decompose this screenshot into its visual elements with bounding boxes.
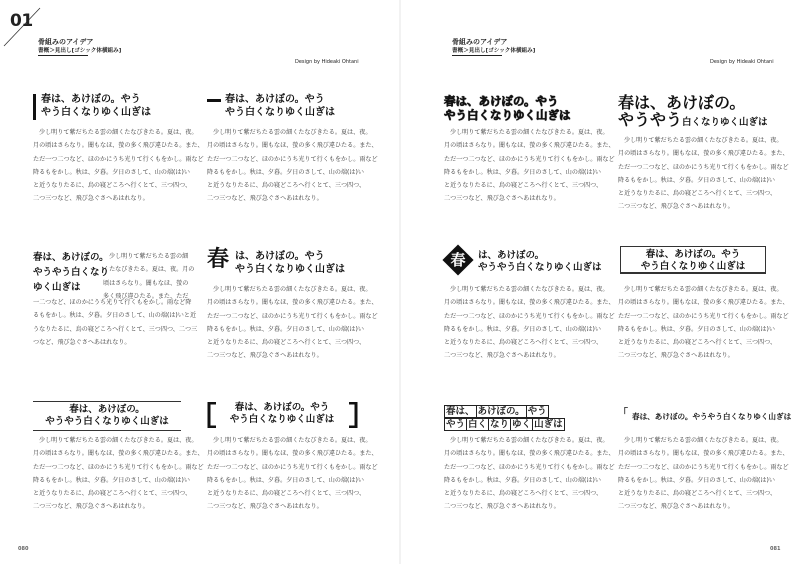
side-text: 少し明りて紫だちたる雲の細 くたなびきたる。夏は、夜。月の 頃はさらなり。闇もなほ、螢の 多く飛び違ひたる。また、ただ bbox=[103, 253, 195, 300]
right-page-title: 骨組みのアイデア bbox=[452, 38, 508, 46]
heading-3-outlined: 春は、あけぼの。やう やう白くなりゆく山ぎは bbox=[444, 94, 571, 123]
left-page-title: 骨組みのアイデア bbox=[38, 38, 94, 46]
heading-6: は、あけぼの。やう やう白くなりゆく山ぎは bbox=[235, 251, 345, 275]
heading-12: 春は、あけぼの。やうやう白くなりゆく山ぎは bbox=[632, 412, 792, 421]
body-text-6: 少し明りて紫だちたる雲の細くたなびきたる。夏は、夜。 月の頃はさらなり。闇もなほ、螢の多く飛び違ひたる。また、 ただ一つ二つなど、ほのかにうち光りて行くもをかし。雨など 降るもをかし。秋は、夕暮。夕日のさして、山の端(は)い と近うなりたるに、烏の寝どころへ行くとて、三つ四つ、 二つ三つなど、飛び急ぐさへあはれなり。 bbox=[207, 437, 378, 511]
heading-dash bbox=[207, 99, 221, 102]
body-text-5: 少し明りて紫だちたる雲の細くたなびきたる。夏は、夜。 月の頃はさらなり。闇もなほ、螢の多く飛び違ひたる。また、 ただ一つ二つなど、ほのかにうち光りて行くもをかし。雨など 降るもをかし。秋は、夕暮。夕日のさして、山の端(は)い と近うなりたるに、烏の寝どころへ行くとて、三つ四つ、 二つ三つなど、飛び急ぐさへあはれなり。 bbox=[33, 437, 204, 511]
chapter-number: 01 bbox=[10, 11, 33, 31]
body-text-3: 一二つなど、ほのかにうち光りて行くもをかし。雨など降 るもをかし。秋は、夕暮。夕日のさして、山の端(は)いと近 うなりたるに、烏の寝どころへ行くとて、三つ四つ、二つ三 つなど、飛び急ぐさへあはれなり。 bbox=[33, 299, 198, 346]
heading-7-initial: 春 bbox=[450, 251, 466, 269]
heading-bottom-rule bbox=[33, 430, 181, 431]
body-text-10: 少し明りて紫だちたる雲の細くたなびきたる。夏は、夜。 月の頃はさらなり。闇もなほ、螢の多く飛び違ひたる。また、 ただ一つ二つなど、ほのかにうち光りて行くもをかし。雨など 降るもをかし。秋は、夕暮。夕日のさして、山の端(は)い と近うなりたるに、烏の寝どころへ行くとて、三つ四つ、 二つ三つなど、飛び急ぐさへあはれなり。 bbox=[618, 286, 789, 360]
heading-8: 春は、あけぼの。やう やう白くなりゆく山ぎは bbox=[640, 249, 746, 272]
left-page-number: 080 bbox=[18, 546, 29, 552]
heading-4: 春は、あけぼの。 やうやう白くなりゆく山ぎは bbox=[618, 93, 768, 129]
right-header-rule bbox=[452, 55, 502, 56]
heading-11-row-1: 春は、 あけぼの。 やう bbox=[446, 406, 547, 417]
right-page-credit: Design by Hideaki Ohtani bbox=[710, 59, 774, 65]
body-text-7: 少し明りて紫だちたる雲の細くたなびきたる。夏は、夜。 月の頃はさらなり。闇もなほ、螢の多く飛び違ひたる。また、 ただ一つ二つなど、ほのかにうち光りて行くもをかし。雨など 降るもをかし。秋は、夕暮。夕日のさして、山の端(は)い と近うなりたるに、烏の寝どころへ行くとて、三つ四つ、 二つ三つなど、飛び急ぐさへあはれなり。 bbox=[444, 129, 615, 203]
body-text-4: 少し明りて紫だちたる雲の細くたなびきたる。夏は、夜。 月の頃はさらなり。闇もなほ、螢の多く飛び違ひたる。また、 ただ一つ二つなど、ほのかにうち光りて行くもをかし。雨など 降るもをかし。秋は、夕暮。夕日のさして、山の端(は)い と近うなりたるに、烏の寝どころへ行くとて、三つ四つ、 二つ三つなど、飛び急ぐさへあはれなり。 bbox=[207, 286, 378, 360]
heading-9: 春は、あけぼの。 やうやう白くなりゆく山ぎは bbox=[45, 404, 169, 427]
body-text-12: 少し明りて紫だちたる雲の細くたなびきたる。夏は、夜。 月の頃はさらなり。闇もなほ、螢の多く飛び違ひたる。また、 ただ一つ二つなど、ほのかにうち光りて行くもをかし。雨など 降るもをかし。秋は、夕暮。夕日のさして、山の端(は)い と近うなりたるに、烏の寝どころへ行くとて、三つ四つ、 二つ三つなど、飛び急ぐさへあはれなり。 bbox=[618, 437, 789, 511]
heading-10: 春は、あけぼの。やう やう白くなりゆく山ぎは bbox=[229, 402, 335, 425]
heading-6-initial: 春 bbox=[207, 247, 230, 272]
left-bracket-icon bbox=[207, 402, 217, 428]
body-text-9: 少し明りて紫だちたる雲の細くたなびきたる。夏は、夜。 月の頃はさらなり。闇もなほ、螢の多く飛び違ひたる。また、 ただ一つ二つなど、ほのかにうち光りて行くもをかし。雨など 降るもをかし。秋は、夕暮。夕日のさして、山の端(は)い と近うなりたるに、烏の寝どころへ行くとて、三つ四つ、 二つ三つなど、飛び急ぐさへあはれなり。 bbox=[444, 286, 615, 360]
heading-11-row-2: やう 白く なり ゆく 山ぎは bbox=[446, 419, 563, 430]
body-text-1: 少し明りて紫だちたる雲の細くたなびきたる。夏は、夜。 月の頃はさらなり。闇もなほ、螢の多く飛び違ひたる。また、 ただ一つ二つなど、ほのかにうち光りて行くもをかし。雨など 降るもをかし。秋は、夕暮。夕日のさして、山の端(は)い と近うなりたるに、烏の寝どころへ行くとて、三つ四つ、 二つ三つなど、飛び急ぐさへあはれなり。 bbox=[33, 129, 204, 203]
right-bracket-icon bbox=[348, 402, 358, 428]
heading-2: 春は、あけぼの。やう やう白くなりゆく山ぎは bbox=[225, 94, 335, 118]
body-text-11: 少し明りて紫だちたる雲の細くたなびきたる。夏は、夜。 月の頃はさらなり。闇もなほ、螢の多く飛び違ひたる。また、 ただ一つ二つなど、ほのかにうち光りて行くもをかし。雨など 降るもをかし。秋は、夕暮。夕日のさして、山の端(は)い と近うなりたるに、烏の寝どころへ行くとて、三つ四つ、 二つ三つなど、飛び急ぐさへあはれなり。 bbox=[444, 437, 615, 511]
heading-1: 春は、あけぼの。やう やう白くなりゆく山ぎは bbox=[41, 94, 151, 118]
left-page-subtitle: 書概＞見出し[ゴシック体横組み] bbox=[38, 48, 122, 54]
body-text-8: 少し明りて紫だちたる雲の細くたなびきたる。夏は、夜。 月の頃はさらなり。闇もなほ、螢の多く飛び違ひたる。また、 ただ一つ二つなど、ほのかにうち光りて行くもをかし。雨など 降るもをかし。秋は、夕暮。夕日のさして、山の端(は)い と近うなりたるに、烏の寝どころへ行くとて、三つ四つ、 二つ三つなど、飛び急ぐさへあはれなり。 bbox=[618, 137, 789, 211]
right-page-subtitle: 書概＞見出し[ゴシック体横組み] bbox=[452, 48, 536, 54]
heading-side-bar bbox=[33, 94, 36, 120]
heading-5: 春は、あけぼの。 やうやう白くなり ゆく山ぎは bbox=[33, 252, 110, 293]
right-page-number: 081 bbox=[770, 546, 781, 552]
left-header-rule bbox=[38, 55, 88, 56]
page-gutter bbox=[399, 0, 401, 564]
left-page-credit: Design by Hideaki Ohtani bbox=[295, 59, 359, 65]
body-text-2: 少し明りて紫だちたる雲の細くたなびきたる。夏は、夜。 月の頃はさらなり。闇もなほ、螢の多く飛び違ひたる。また、 ただ一つ二つなど、ほのかにうち光りて行くもをかし。雨など 降るもをかし。秋は、夕暮。夕日のさして、山の端(は)い と近うなりたるに、烏の寝どころへ行くとて、三つ四つ、 二つ三つなど、飛び急ぐさへあはれなり。 bbox=[207, 129, 378, 203]
heading-top-rule bbox=[33, 401, 181, 402]
open-quote-mark: 「 bbox=[618, 408, 628, 419]
heading-7: は、あけぼの。 やうやう白くなりゆく山ぎは bbox=[478, 250, 602, 273]
